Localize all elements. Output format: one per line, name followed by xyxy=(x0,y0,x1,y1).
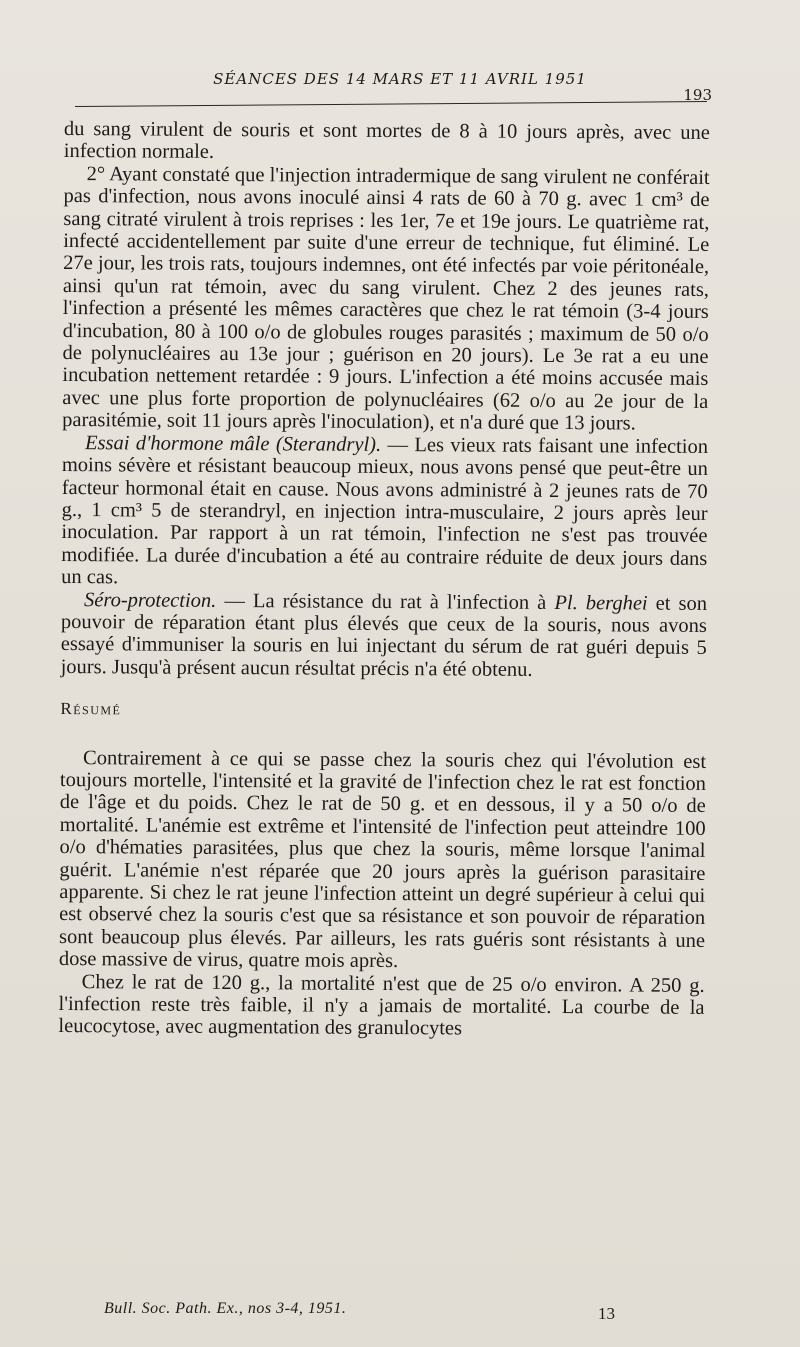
paragraph-resume: Contrairement à ce qui se passe chez la souris chez qui l'évolution est toujours mortelle, l'intensité et la gravité de l'infection chez le rat est fonction de l'âge et du poids. Chez le rat de 50 g. et en dessous, il y a 50 o/o de mortalité. L'anémie est extrême et l'intensité de l'infection peut atteindre 100 o/o d'hématies parasitées, plus que chez la souris, même lorsque l'animal guérit. L'anémie n'est réparée que 20 jours après la guérison parasitaire apparente. Si chez le rat jeune l'infection atteint un degré supérieur à celui qui est observé chez la souris c'est que sa résistance et son pouvoir de réparation sont beaucoup plus élevés. Par ailleurs, les rats guéris sont résistants à une dose massive de virus, quatre mois après. xyxy=(58,746,707,973)
footer-signature-mark: 13 xyxy=(598,1304,615,1323)
hormone-text: — Les vieux rats faisant une infection moins sévère et résistant beaucoup mieux, nous avons pensé que peut-être un facteur hormonal était en cause. Nous avons administré à 2 jeunes rats de 70 g., 1 cm³ 5 de sterandryl, en injection intra-musculaire, 2 jours après leur inoculation. Par rapport à un rat témoin, l'infection ne s'est pas trouvée modifiée. La durée d'incubation a été au contraire réduite de deux jours dans un cas. xyxy=(61,433,709,589)
body-text xyxy=(58,118,710,1042)
paragraph-hormone xyxy=(61,432,708,593)
species-name: Pl. berghei xyxy=(554,591,648,615)
seroprotection-text-b: et son pouvoir de réparation étant plus élevés que ceux de la souris, nous avons essayé d'immuniser la souris en lui injectant du sérum de rat guéri depuis 5 jours. Jusqu'à présent aucun résultat précis n'a été obtenu. xyxy=(60,592,708,681)
seroprotection-heading: Séro-protection. xyxy=(83,588,217,612)
page-number: 193 xyxy=(683,86,712,104)
header-rule xyxy=(75,101,707,107)
paragraph-immunisation: 2° Ayant constaté que l'injection intradermique de sang virulent ne conférait pas d'infection, nous avons inoculé ainsi 4 rats de 60 à 70 g. avec 1 cm³ de sang citraté virulent à trois reprises : les 1er, 7e et 19e jours. Le quatrième rat, infecté accidentellement par suite d'une erreur de technique, fut éliminé. Le 27e jour, les trois rats, toujours indemnes, ont été infectés par voie péritonéale, ainsi qu'un rat témoin, avec du sang virulent. Chez 2 des jeunes rats, l'infection a présenté les mêmes caractères que chez le rat témoin (3-4 jours d'incubation, 80 à 100 o/o de globules rouges parasités ; maximum de 50 o/o de polynucléaires au 13e jour ; guérison en 20 jours). Le 3e rat a eu une incubation nettement retardée : 9 jours. L'infection a été moins accusée mais avec une plus forte proportion de polynucléaires (62 o/o au 2e jour de la parasitémie, soit 11 jours après l'inoculation), et n'a duré que 13 jours. xyxy=(62,162,710,435)
seroprotection-text-a: — La résistance du rat à l'infection à xyxy=(216,589,555,614)
running-head: SÉANCES DES 14 MARS ET 11 AVRIL 1951 xyxy=(213,70,587,88)
paragraph-continuation: du sang virulent de souris et sont mortes de 8 à 10 jours après, avec une infection normale. xyxy=(63,118,710,164)
hormone-heading: Essai d'hormone mâle (Sterandryl). xyxy=(84,431,382,456)
paragraph-seroprotection xyxy=(61,589,708,683)
paragraph-resume-weight: Chez le rat de 120 g., la mortalité n'est que de 25 o/o environ. A 250 g. l'infection reste très faible, il n'y a jamais de mortalité. La courbe de la leucocytose, avec augmentation des granulocytes xyxy=(58,970,705,1040)
section-title-resume: Résumé xyxy=(60,699,122,719)
footer-citation: Bull. Soc. Path. Ex., nos 3-4, 1951. xyxy=(104,1300,347,1317)
